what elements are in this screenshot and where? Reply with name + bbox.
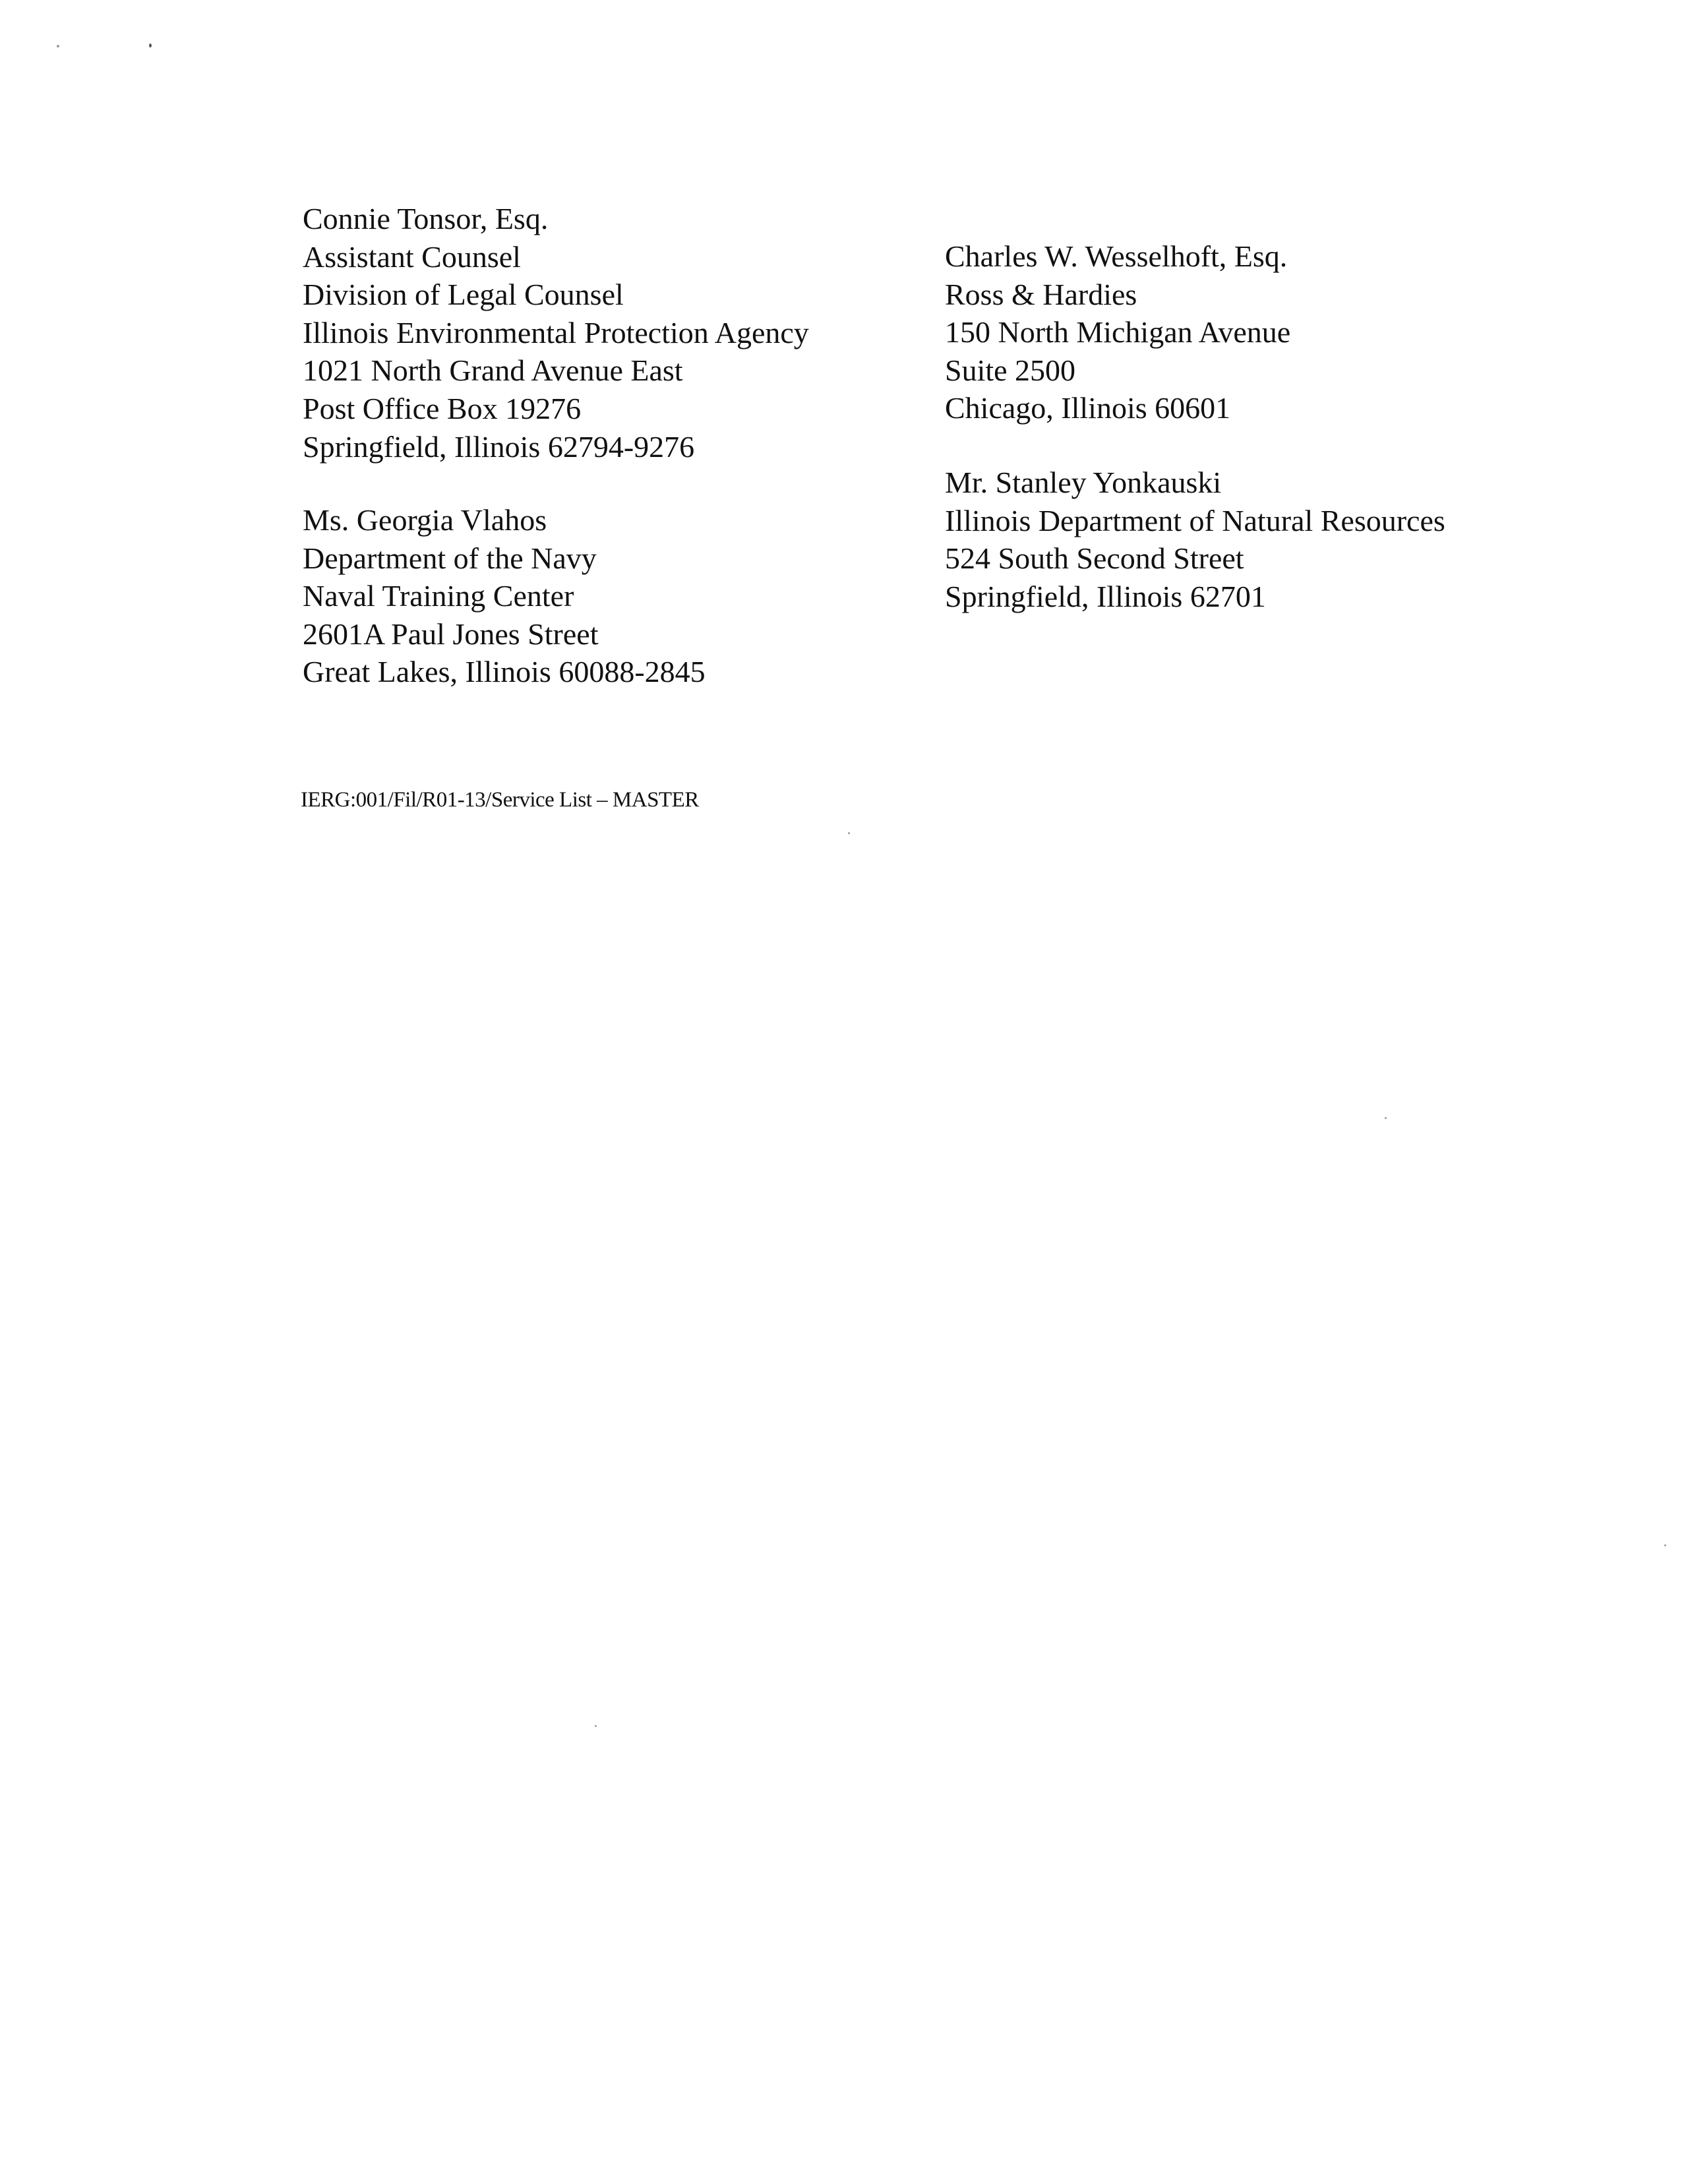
address-block-stanley-yonkauski (945, 464, 1445, 615)
scan-speck (1385, 1117, 1387, 1119)
scan-speck (1664, 1544, 1666, 1546)
recipient-name: Mr. Stanley Yonkauski (945, 466, 1222, 499)
recipient-city-state-zip: Chicago, Illinois 60601 (945, 391, 1231, 425)
recipient-street: 150 North Michigan Avenue (945, 315, 1291, 349)
recipient-street: 1021 North Grand Avenue East (303, 353, 683, 388)
file-reference-footer: IERG:001/Fil/R01-13/Service List – MASTER (301, 788, 699, 812)
recipient-suite: Suite 2500 (945, 353, 1076, 387)
recipient-name: Ms. Georgia Vlahos (303, 503, 547, 537)
recipient-street: 2601A Paul Jones Street (303, 617, 599, 651)
recipient-organization: Illinois Department of Natural Resources (945, 503, 1445, 537)
recipient-division: Division of Legal Counsel (303, 278, 624, 312)
address-block-charles-wesselhoft (945, 237, 1290, 427)
recipient-city-state-zip: Great Lakes, Illinois 60088-2845 (303, 655, 706, 689)
scan-speck (57, 45, 59, 47)
recipient-name: Connie Tonsor, Esq. (303, 202, 549, 235)
scan-speck (149, 44, 152, 47)
recipient-name: Charles W. Wesselhoft, Esq. (945, 239, 1288, 273)
scan-speck (848, 832, 850, 834)
recipient-organization: Illinois Environmental Protection Agency (303, 315, 809, 349)
recipient-facility: Naval Training Center (303, 579, 574, 613)
recipient-po-box: Post Office Box 19276 (303, 391, 582, 425)
scan-speck (595, 1725, 597, 1727)
recipient-city-state-zip: Springfield, Illinois 62794-9276 (303, 429, 695, 464)
recipient-street: 524 South Second Street (945, 541, 1244, 576)
recipient-title: Assistant Counsel (303, 239, 521, 274)
address-block-connie-tonsor (303, 200, 809, 466)
recipient-organization: Department of the Navy (303, 541, 597, 575)
address-block-georgia-vlahos (303, 501, 706, 691)
recipient-firm: Ross & Hardies (945, 277, 1137, 311)
recipient-city-state-zip: Springfield, Illinois 62701 (945, 579, 1266, 613)
